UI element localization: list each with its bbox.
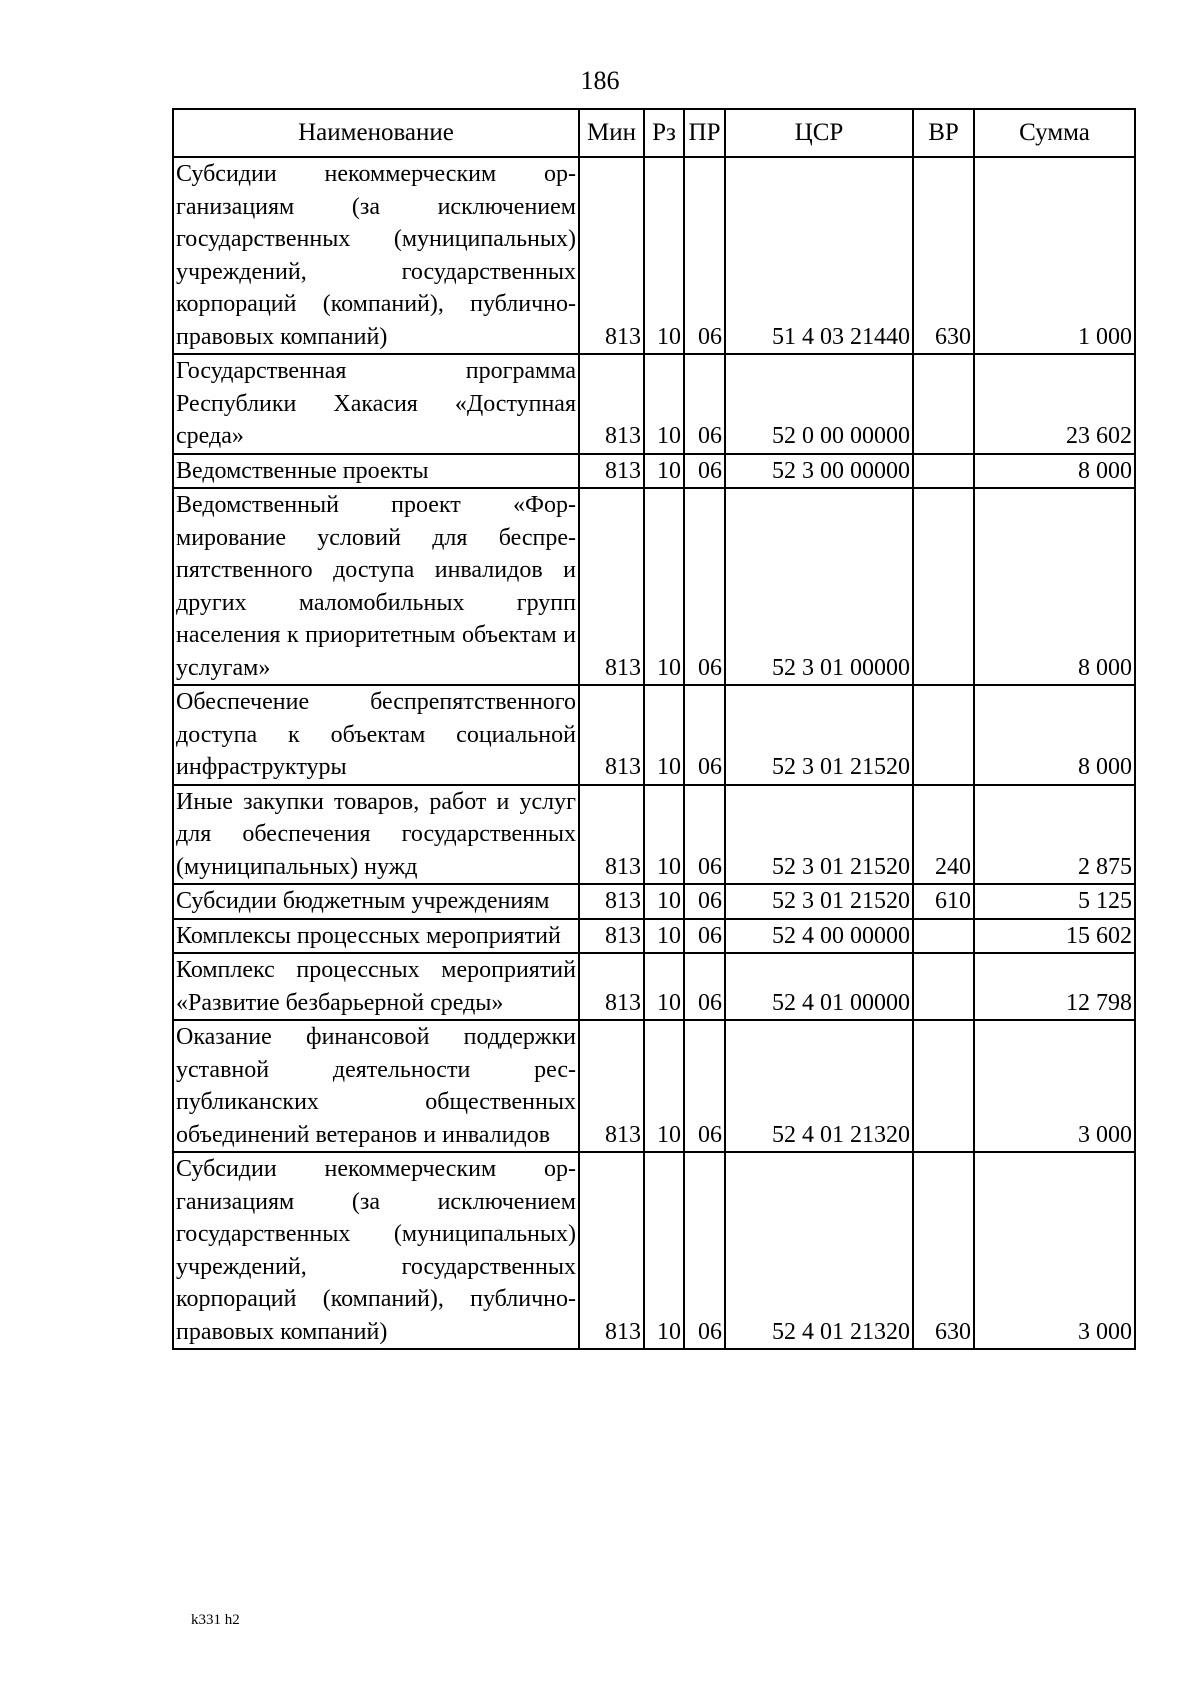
table-header-row <box>173 109 1135 157</box>
row-vr: 240 <box>913 785 974 885</box>
row-rz: 10 <box>644 157 684 354</box>
row-name: Обеспечение беспрепятственного доступа к объектам социальной инфраструктуры <box>173 685 579 785</box>
row-sum: 3 000 <box>974 1152 1135 1349</box>
row-rz: 10 <box>644 919 684 954</box>
row-min: 813 <box>579 354 644 454</box>
row-pr: 06 <box>684 919 725 954</box>
row-sum: 23 602 <box>974 354 1135 454</box>
row-csr: 52 3 01 21520 <box>725 685 913 785</box>
row-sum: 15 602 <box>974 919 1135 954</box>
row-sum: 12 798 <box>974 953 1135 1020</box>
row-csr: 52 4 01 21320 <box>725 1020 913 1152</box>
table-row <box>173 454 1135 489</box>
row-rz: 10 <box>644 1152 684 1349</box>
row-vr <box>913 454 974 489</box>
row-name: Комплекс процессных мероприятий «Развитие безбарьерной среды» <box>173 953 579 1020</box>
table-row <box>173 157 1135 354</box>
row-sum: 3 000 <box>974 1020 1135 1152</box>
header-sum: Сумма <box>974 109 1135 157</box>
row-rz: 10 <box>644 953 684 1020</box>
row-rz: 10 <box>644 354 684 454</box>
row-vr: 630 <box>913 1152 974 1349</box>
table-row <box>173 884 1135 919</box>
row-sum: 5 125 <box>974 884 1135 919</box>
row-vr <box>913 919 974 954</box>
row-name: Государственная программа Республики Хакасия «Доступная среда» <box>173 354 579 454</box>
row-min: 813 <box>579 454 644 489</box>
row-min: 813 <box>579 488 644 685</box>
row-min: 813 <box>579 785 644 885</box>
header-rz: Рз <box>644 109 684 157</box>
row-vr <box>913 953 974 1020</box>
table-row <box>173 354 1135 454</box>
table-row <box>173 1152 1135 1349</box>
row-vr <box>913 354 974 454</box>
row-rz: 10 <box>644 884 684 919</box>
budget-table <box>172 108 1136 1350</box>
row-pr: 06 <box>684 1152 725 1349</box>
row-pr: 06 <box>684 488 725 685</box>
row-vr <box>913 1020 974 1152</box>
row-csr: 52 3 01 21520 <box>725 785 913 885</box>
row-vr: 610 <box>913 884 974 919</box>
row-sum: 8 000 <box>974 454 1135 489</box>
row-csr: 52 3 01 21520 <box>725 884 913 919</box>
page-number: 186 <box>580 66 620 95</box>
row-csr: 52 3 00 00000 <box>725 454 913 489</box>
row-name: Иные закупки товаров, работ и услуг для обеспечения государственных (муниципальных) нужд <box>173 785 579 885</box>
row-rz: 10 <box>644 785 684 885</box>
row-csr: 52 4 01 21320 <box>725 1152 913 1349</box>
row-vr <box>913 685 974 785</box>
table-row <box>173 785 1135 885</box>
table-row <box>173 685 1135 785</box>
row-csr: 52 4 00 00000 <box>725 919 913 954</box>
row-csr: 52 0 00 00000 <box>725 354 913 454</box>
row-sum: 8 000 <box>974 488 1135 685</box>
row-csr: 52 4 01 00000 <box>725 953 913 1020</box>
row-rz: 10 <box>644 1020 684 1152</box>
row-pr: 06 <box>684 685 725 785</box>
table-row <box>173 488 1135 685</box>
row-name: Ведомственные проекты <box>173 454 579 489</box>
row-rz: 10 <box>644 685 684 785</box>
table-row <box>173 919 1135 954</box>
header-csr: ЦСР <box>725 109 913 157</box>
row-vr: 630 <box>913 157 974 354</box>
document-code: k331 h2 <box>191 1612 240 1628</box>
row-pr: 06 <box>684 354 725 454</box>
row-pr: 06 <box>684 884 725 919</box>
row-pr: 06 <box>684 1020 725 1152</box>
row-pr: 06 <box>684 157 725 354</box>
row-min: 813 <box>579 884 644 919</box>
row-vr <box>913 488 974 685</box>
row-csr: 51 4 03 21440 <box>725 157 913 354</box>
row-pr: 06 <box>684 953 725 1020</box>
table-row <box>173 953 1135 1020</box>
header-vr: ВР <box>913 109 974 157</box>
header-pr: ПР <box>684 109 725 157</box>
row-name: Субсидии некоммерческим организациям (за исключением государственных (муниципальных) учреждений, государственных корпораций (компаний), публично-правовых компаний) <box>173 1152 579 1349</box>
row-pr: 06 <box>684 454 725 489</box>
row-name: Ведомственный проект «Формирование условий для беспрепятственного доступа инвалидов и других маломобильных групп населения к приоритетным объектам и услугам» <box>173 488 579 685</box>
row-sum: 8 000 <box>974 685 1135 785</box>
row-sum: 1 000 <box>974 157 1135 354</box>
row-min: 813 <box>579 685 644 785</box>
header-name: Наименование <box>173 109 579 157</box>
header-min: Мин <box>579 109 644 157</box>
row-csr: 52 3 01 00000 <box>725 488 913 685</box>
row-min: 813 <box>579 953 644 1020</box>
table-row <box>173 1020 1135 1152</box>
row-name: Субсидии некоммерческим организациям (за исключением государственных (муниципальных) учреждений, государственных корпораций (компаний), публично-правовых компаний) <box>173 157 579 354</box>
row-name: Субсидии бюджетным учреждениям <box>173 884 579 919</box>
row-rz: 10 <box>644 454 684 489</box>
row-min: 813 <box>579 1020 644 1152</box>
row-pr: 06 <box>684 785 725 885</box>
row-min: 813 <box>579 919 644 954</box>
row-min: 813 <box>579 1152 644 1349</box>
row-rz: 10 <box>644 488 684 685</box>
row-sum: 2 875 <box>974 785 1135 885</box>
row-name: Оказание финансовой поддержки уставной деятельности республиканских общественных объединений ветеранов и инвалидов <box>173 1020 579 1152</box>
row-name: Комплексы процессных мероприятий <box>173 919 579 954</box>
row-min: 813 <box>579 157 644 354</box>
